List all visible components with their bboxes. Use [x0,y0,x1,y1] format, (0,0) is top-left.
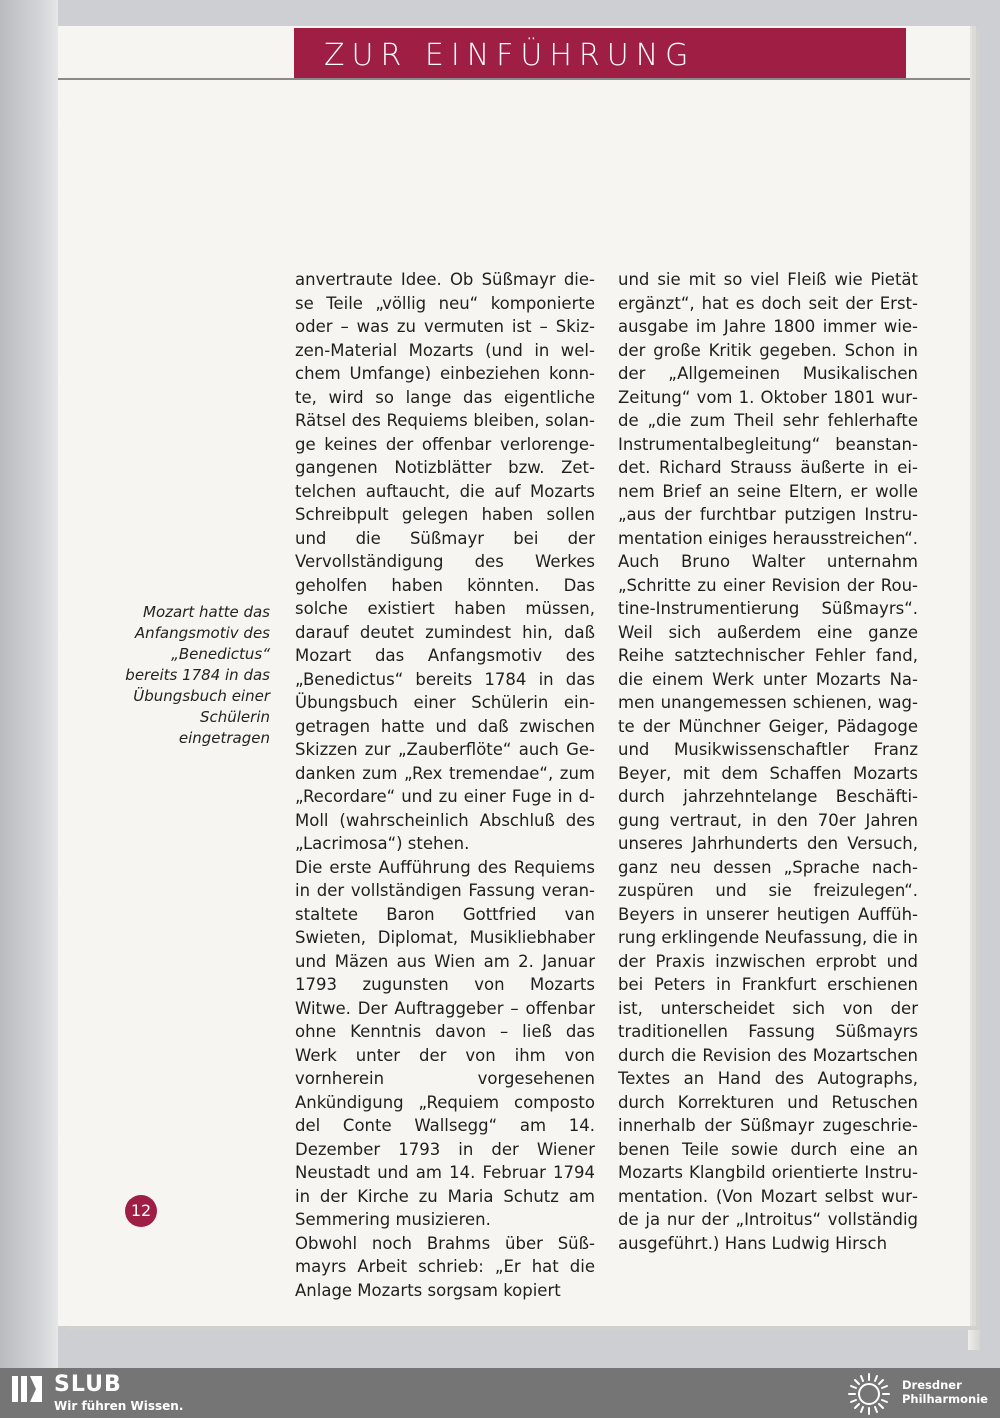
section-title: ZUR EINFÜHRUNG [324,38,696,73]
margin-caption: Mozart hatte das Anfangsmotiv des „Benedictus“ bereits 1784 in das Übungsbuch einer Schülerin eingetragen [125,603,270,747]
brochure-page [58,26,970,1326]
text-column-right [618,268,918,1255]
text-column-left [295,268,595,1302]
paragraph: Obwohl noch Brahms über Süßmayrs Arbeit schrieb: „Er hat die Anlage Mozarts sorgsam kopiert [295,1233,595,1300]
footer-bar [0,1368,1000,1418]
paragraph: und sie mit so viel Fleiß wie Pietät ergänzt“, hat es doch seit der Erstausgabe im Jahre 1800 immer wieder große Kritik gegeben. Schon in der „Allgemeinen Musikalischen Zeitung“ vom 1. Oktober 1801 wurde „die zum Theil sehr fehlerhafte Instrumentalbegleitung“ beanstandet. Richard Strauss äußerte in einem Brief an seine Eltern, er wolle „aus der furchtbar putzigen Instrumentation einiges herausstreichen“. Auch Bruno Walter unternahm „Schritte zu einer Revision der Routine-Instrumentierung Süßmayrs“. Weil sich außerdem eine ganze Reihe satztechnischer Fehler fand, die einem Werk unter Mozarts Namen unangemessen schienen, wagte der Münchner Geiger, Pädagoge und Musikwissenschaftler Franz Beyer, mit dem Schaffen Mozarts durch jahrzehntelange Beschäftigung vertraut, in den 70er Jahren unseres Jahrhunderts den Versuch, ganz neu dessen „Sprache nachzuspüren und sie freizulegen“. Beyers in unserer heutigen Aufführung erklingende Neufassung, die in der Praxis inzwischen erprobt und bei Peters in Frankfurt erschienen ist, unterscheidet sich von der traditionellen Fassung Süßmayrs durch die Revision des Mozartschen Textes an Hand des Autographs, durch Korrekturen und Retuschen innerhalb der Süßmayr zugeschriebenen Teile sowie durch eine an Mozarts Klangbild orientierte Instrumentation. (Von Mozart selbst wurde ja nur der „Introitus“ vollständig ausgeführt.) Hans Ludwig Hirsch [618,270,918,1253]
philharmonie-sun-logo-icon [846,1371,892,1417]
slub-logo-icon [12,1376,42,1402]
library-tagline: Wir führen Wissen. [54,1399,184,1413]
partner-name-line2: Philharmonie [902,1392,988,1406]
header-rule [58,78,970,80]
partner-name-line1: Dresdner [902,1378,962,1392]
paragraph: Die erste Aufführung des Requiems in der vollständigen Fassung veranstaltete Baron Gottfried van Swieten, Diplomat, Musikliebhaber und Mäzen aus Wien am 2. Januar 1793 zugunsten von Mozarts Witwe. Der Auftraggeber – offenbar ohne Kenntnis davon – ließ das Werk unter der von ihm von vornherein vorgesehenen Ankündigung „Requiem composto del Conte Wallsegg“ am 14. Dezember 1793 in der Wiener Neustadt und am 14. Februar 1794 in der Kirche zu Maria Schutz am Semmering musizieren. [295,857,595,1229]
page-number-badge: 12 [125,1195,157,1227]
paragraph: anvertraute Idee. Ob Süßmayr diese Teile „völlig neu“ komponierte oder – was zu vermuten ist – Skizzen-Material Mozarts (und in welchem Umfange) einbeziehen konnte, wird so lange das eigentliche Rätsel des Requiems bleiben, solange keines der offenbar verlorengegangenen Notizblätter bzw. Zettelchen auftaucht, die auf Mozarts Schreibpult gelegen haben sollen und die Süßmayr bei der Vervollständigung des Werkes geholfen haben könnten. Das solche existiert haben müssen, darauf deutet zumindest hin, daß Mozart das Anfangsmotiv des „Benedictus“ bereits 1784 in das Übungsbuch einer Schülerin eingetragen hatte und daß zwischen Skizzen zur „Zauberflöte“ auch Gedanken zum „Rex tremendae“, zum „Recordare“ und zu einer Fuge in d-Moll (wahrscheinlich Abschluß des „Lacrimosa“) stehen. [295,270,595,853]
library-name: SLUB [54,1372,122,1397]
partner-name [902,1378,988,1406]
section-header [294,28,906,78]
scan-background-edge [0,0,58,1368]
